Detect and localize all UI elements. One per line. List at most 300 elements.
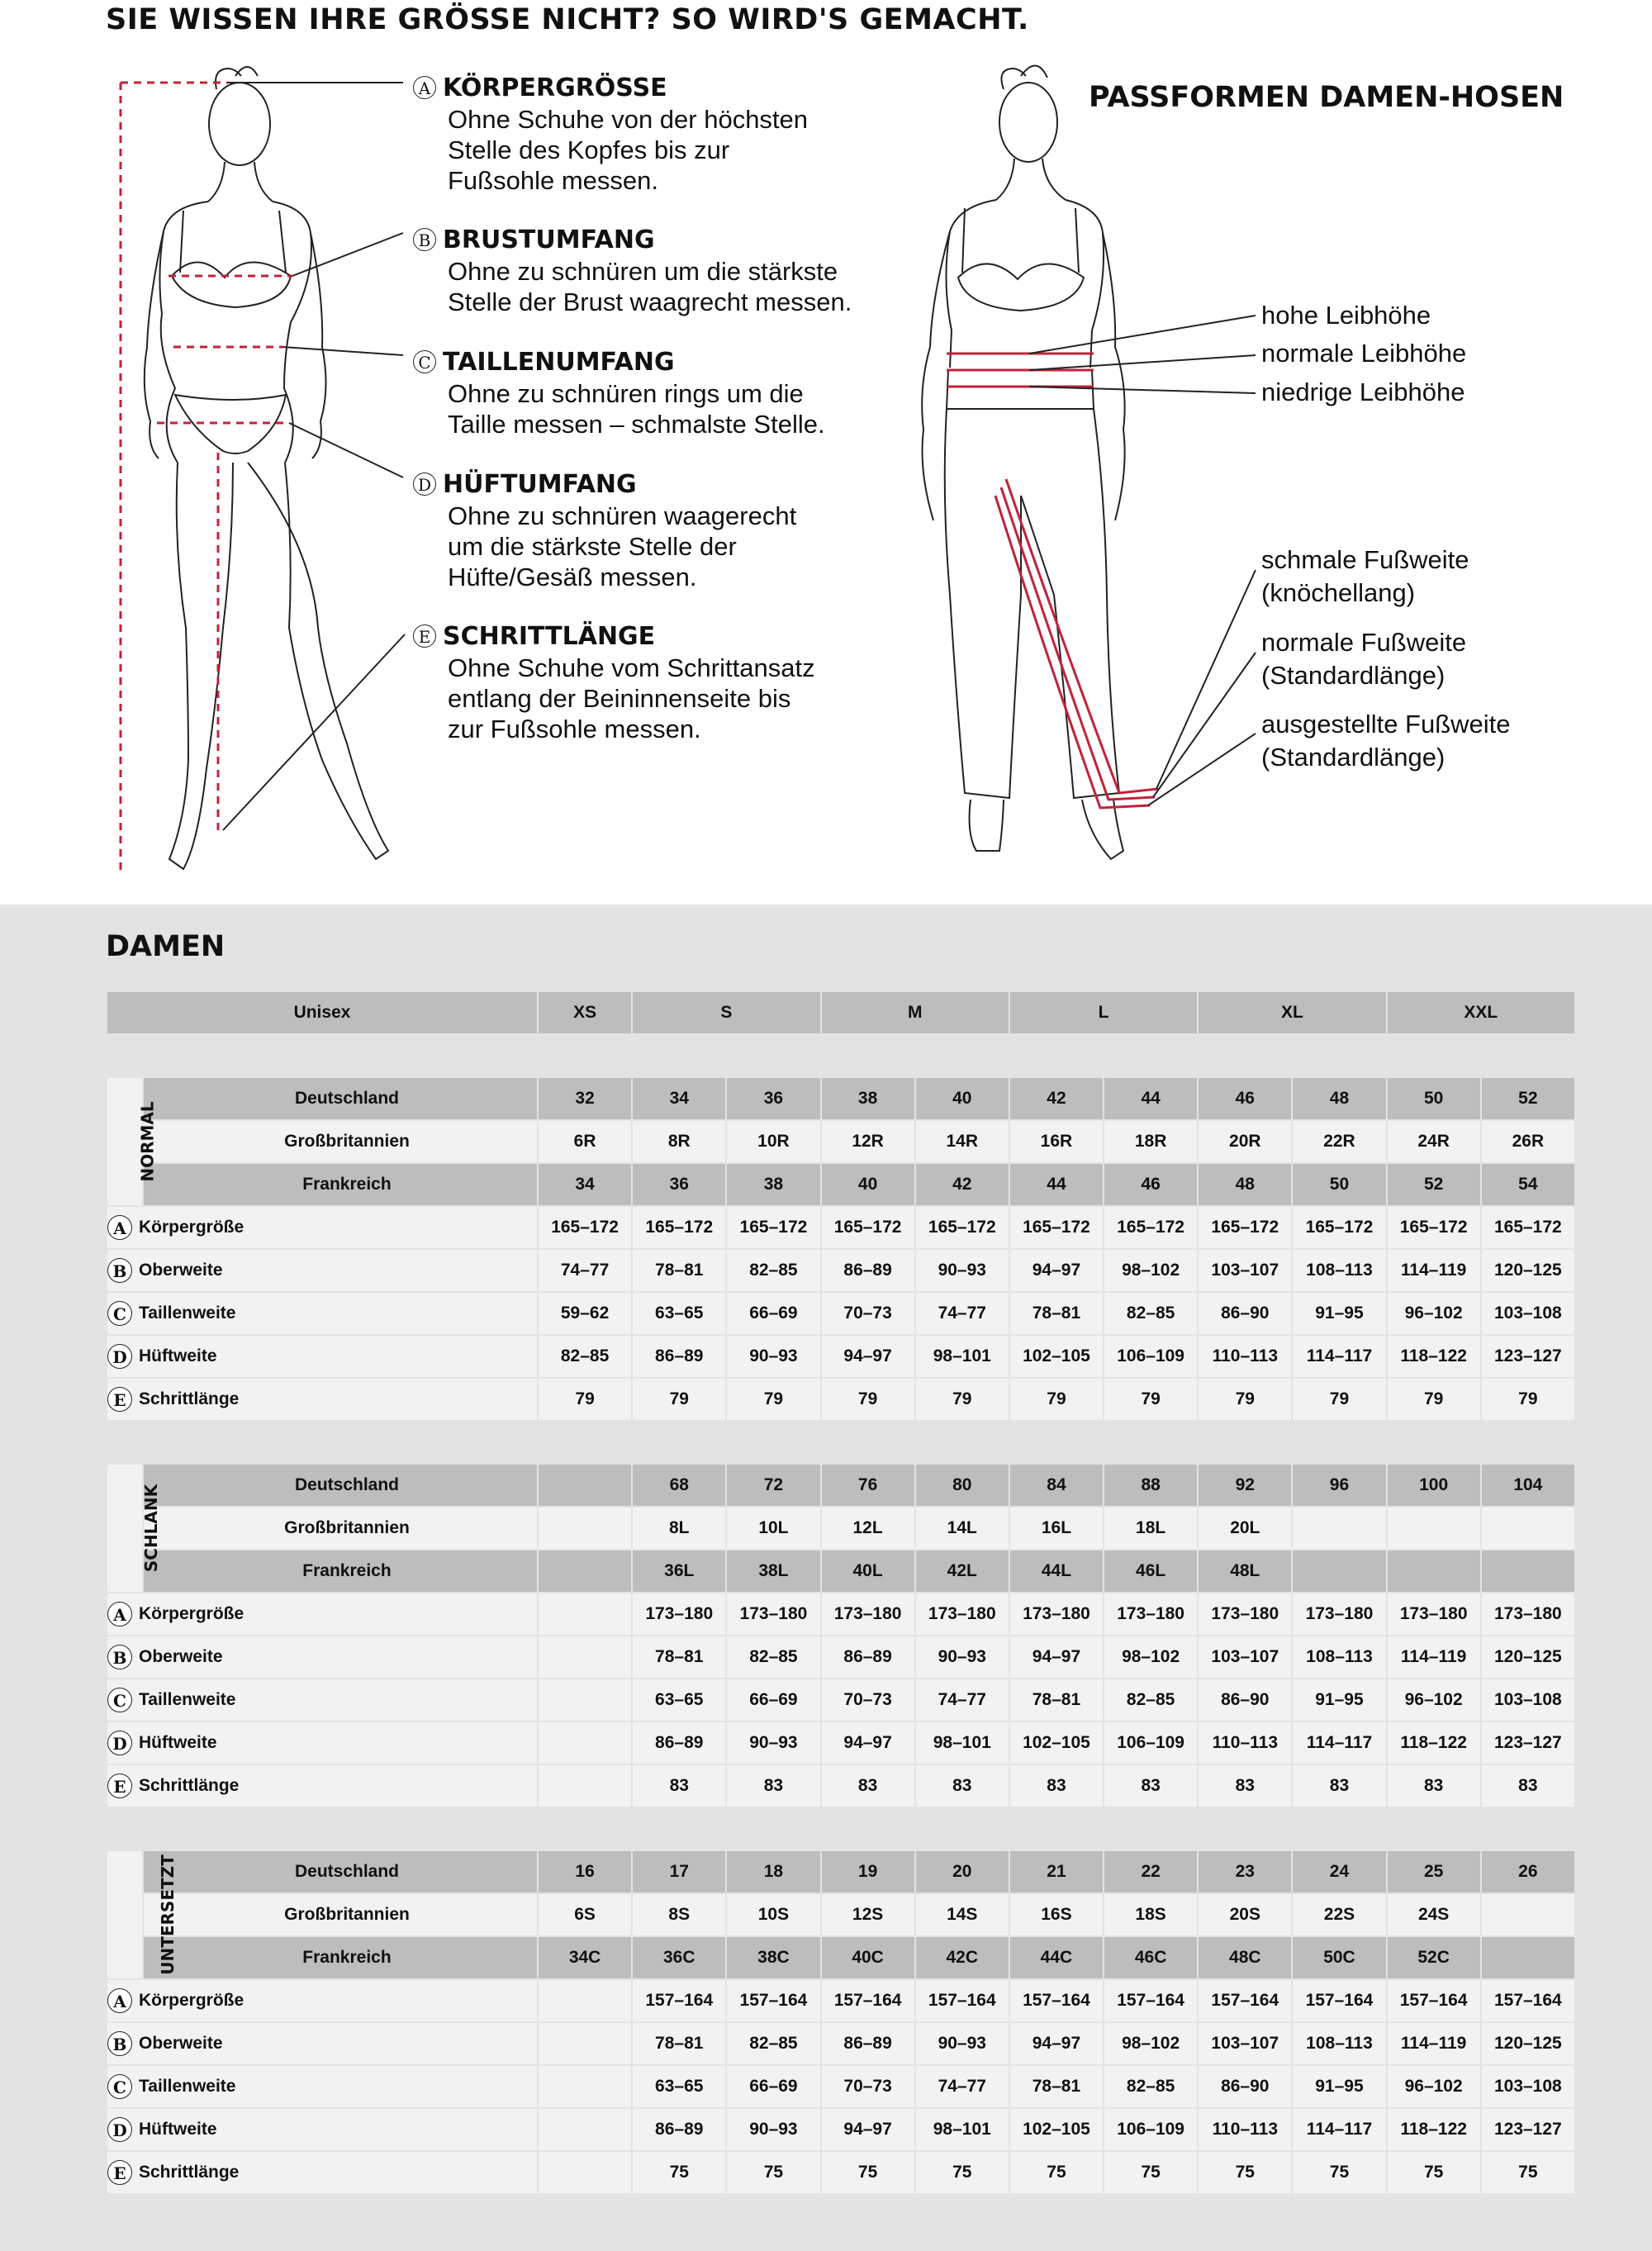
table-cell: 79 xyxy=(1009,1378,1104,1421)
table-cell xyxy=(538,2151,632,2194)
table-cell: 74–77 xyxy=(915,1679,1009,1721)
letter-d-icon: D xyxy=(107,1344,132,1369)
letter-c-icon: C xyxy=(413,350,436,373)
table-cell: 16 xyxy=(538,1850,632,1893)
table-cell: 75 xyxy=(726,2151,820,2194)
table-cell: 165–172 xyxy=(1198,1206,1292,1249)
table-cell: 48 xyxy=(1292,1077,1386,1120)
letter-a-icon: A xyxy=(413,76,436,99)
measure-name: Oberweite xyxy=(139,2034,223,2053)
table-cell: 165–172 xyxy=(632,1206,726,1249)
table-cell: 44C xyxy=(1009,1936,1104,1979)
table-cell: 86–90 xyxy=(1198,1292,1292,1335)
hem-lines xyxy=(995,479,1158,808)
measure-name: Körpergröße xyxy=(139,1604,244,1623)
measure-name: Taillenweite xyxy=(139,2077,236,2096)
table-cell: 14S xyxy=(915,1893,1009,1936)
table-cell: 83 xyxy=(915,1764,1009,1807)
table-cell: 90–93 xyxy=(726,1721,820,1764)
table-cell: 66–69 xyxy=(726,1679,820,1721)
table-cell: 16S xyxy=(1009,1893,1104,1936)
measure-label-wrap xyxy=(107,2160,537,2185)
table-cell: 106–109 xyxy=(1104,1721,1198,1764)
table-cell: 74–77 xyxy=(915,2065,1009,2108)
table-cell: 12S xyxy=(821,1893,915,1936)
table-cell: 86–89 xyxy=(821,2022,915,2065)
table-cell: 83 xyxy=(1198,1764,1292,1807)
table-cell: 86–89 xyxy=(821,1249,915,1292)
table-cell: 78–81 xyxy=(1009,2065,1104,2108)
table-cell: 108–113 xyxy=(1292,2022,1386,2065)
table-cell: 52 xyxy=(1481,1077,1575,1120)
measure-block-c xyxy=(413,345,876,439)
table-cell: 173–180 xyxy=(1009,1593,1104,1636)
table-cell: 74–77 xyxy=(915,1292,1009,1335)
table-cell: 79 xyxy=(1198,1378,1292,1421)
table-cell: 90–93 xyxy=(726,1335,820,1378)
table-cell: 86–89 xyxy=(632,1721,726,1764)
table-cell: 90–93 xyxy=(915,1249,1009,1292)
letter-d-icon: D xyxy=(107,2117,132,2142)
table-cell: 157–164 xyxy=(1198,1979,1292,2022)
table-row xyxy=(107,1721,1575,1764)
table-cell: 165–172 xyxy=(1481,1206,1575,1249)
table-cell: 96–102 xyxy=(1387,2065,1481,2108)
table-cell: 79 xyxy=(1292,1378,1386,1421)
measure-lines xyxy=(121,83,292,871)
table-cell: 106–109 xyxy=(1104,1335,1198,1378)
table-cell: 173–180 xyxy=(632,1593,726,1636)
table-row xyxy=(107,2108,1575,2151)
table-cell: 94–97 xyxy=(1009,2022,1104,2065)
measure-label xyxy=(107,1721,538,1764)
table-cell: 40C xyxy=(821,1936,915,1979)
table-cell: 157–164 xyxy=(1292,1979,1386,2022)
table-gap-row xyxy=(107,1034,1575,1077)
table-row xyxy=(107,1292,1575,1335)
table-cell: 70–73 xyxy=(821,1679,915,1721)
table-cell: 70–73 xyxy=(821,2065,915,2108)
measure-label xyxy=(107,1679,538,1721)
measure-desc: Ohne Schuhe von der höchsten Stelle des Kopfes bis zur Fußsohle messen. xyxy=(448,105,809,195)
size-xl: XL xyxy=(1198,991,1386,1034)
table-cell xyxy=(538,1550,632,1593)
table-row xyxy=(107,2065,1575,2108)
country-label: Frankreich xyxy=(143,1550,538,1593)
table-cell: 94–97 xyxy=(1009,1249,1104,1292)
table-cell xyxy=(1481,1550,1575,1593)
table-cell: 40L xyxy=(821,1550,915,1593)
table-row xyxy=(107,1077,1575,1120)
measure-label xyxy=(107,1764,538,1807)
table-cell xyxy=(538,1764,632,1807)
letter-a-icon: A xyxy=(107,1215,132,1240)
table-cell: 46 xyxy=(1104,1163,1198,1206)
table-cell: 79 xyxy=(538,1378,632,1421)
table-cell: 173–180 xyxy=(1104,1593,1198,1636)
body-figure xyxy=(145,67,388,869)
size-s: S xyxy=(632,991,820,1034)
table-row xyxy=(107,1850,1575,1893)
table-cell: 173–180 xyxy=(726,1593,820,1636)
table-cell: 108–113 xyxy=(1292,1636,1386,1679)
table-cell: 20 xyxy=(915,1850,1009,1893)
measure-desc: Ohne zu schnüren um die stärkste Stelle der Brust waagrecht messen. xyxy=(448,257,852,316)
letter-a-icon: A xyxy=(107,1602,132,1627)
page-title: SIE WISSEN IHRE GRÖSSE NICHT? SO WIRD'S GEMACHT. xyxy=(106,3,1029,36)
table-cell: 86–89 xyxy=(632,2108,726,2151)
measure-label xyxy=(107,1636,538,1679)
table-cell xyxy=(538,1593,632,1636)
table-cell: 96 xyxy=(1292,1464,1386,1507)
table-cell: 103–108 xyxy=(1481,2065,1575,2108)
table-cell: 42 xyxy=(915,1163,1009,1206)
table-cell: 83 xyxy=(821,1764,915,1807)
table-cell xyxy=(1292,1507,1386,1550)
rise-label-normal: normale Leibhöhe xyxy=(1261,339,1467,368)
group-name: NORMAL xyxy=(137,1100,158,1182)
table-cell: 44 xyxy=(1104,1077,1198,1120)
table-cell xyxy=(538,2108,632,2151)
table-cell: 123–127 xyxy=(1481,1335,1575,1378)
table-cell: 104 xyxy=(1481,1464,1575,1507)
table-cell: 165–172 xyxy=(1292,1206,1386,1249)
group-label xyxy=(107,1850,178,1979)
table-cell: 173–180 xyxy=(821,1593,915,1636)
table-cell: 86–90 xyxy=(1198,2065,1292,2108)
table-cell: 114–117 xyxy=(1292,1721,1386,1764)
passformen-title: PASSFORMEN DAMEN-HOSEN xyxy=(1089,81,1564,114)
table-cell: 86–89 xyxy=(632,1335,726,1378)
table-cell: 103–108 xyxy=(1481,1292,1575,1335)
rise-label-high: hohe Leibhöhe xyxy=(1261,301,1431,330)
table-cell: 34 xyxy=(538,1163,632,1206)
table-cell: 12R xyxy=(821,1120,915,1163)
table-cell: 173–180 xyxy=(1481,1593,1575,1636)
table-cell: 75 xyxy=(1104,2151,1198,2194)
table-cell: 24R xyxy=(1387,1120,1481,1163)
measure-label xyxy=(107,2151,538,2194)
table-cell xyxy=(538,2065,632,2108)
rise-label-low: niedrige Leibhöhe xyxy=(1261,378,1465,406)
table-cell: 118–122 xyxy=(1387,2108,1481,2151)
table-cell: 19 xyxy=(821,1850,915,1893)
gap-cell xyxy=(107,1034,1575,1077)
table-cell: 83 xyxy=(1481,1764,1575,1807)
table-cell: 82–85 xyxy=(1104,2065,1198,2108)
table-cell: 103–107 xyxy=(1198,1636,1292,1679)
table-row xyxy=(107,1464,1575,1507)
measure-name: Hüftweite xyxy=(139,1733,217,1752)
table-cell: 63–65 xyxy=(632,2065,726,2108)
table-cell: 94–97 xyxy=(821,1721,915,1764)
table-gap-row xyxy=(107,1421,1575,1464)
table-cell: 66–69 xyxy=(726,2065,820,2108)
table-row xyxy=(107,1163,1575,1206)
table-cell: 21 xyxy=(1009,1850,1104,1893)
table-cell xyxy=(1292,1550,1386,1593)
table-cell: 18S xyxy=(1104,1893,1198,1936)
table-cell: 165–172 xyxy=(726,1206,820,1249)
table-cell: 70–73 xyxy=(821,1292,915,1335)
table-row xyxy=(107,1550,1575,1593)
table-cell: 36 xyxy=(632,1163,726,1206)
table-cell: 79 xyxy=(1481,1378,1575,1421)
measure-desc: Ohne zu schnüren waagerecht um die stärkste Stelle der Hüfte/Gesäß messen. xyxy=(448,501,797,591)
table-cell: 90–93 xyxy=(915,2022,1009,2065)
table-cell: 173–180 xyxy=(915,1593,1009,1636)
table-cell: 78–81 xyxy=(1009,1292,1104,1335)
letter-b-icon: B xyxy=(107,1258,132,1283)
measure-name: Taillenweite xyxy=(139,1304,236,1323)
table-cell: 103–108 xyxy=(1481,1679,1575,1721)
table-cell: 78–81 xyxy=(632,1636,726,1679)
table-cell: 50 xyxy=(1292,1163,1386,1206)
table-cell: 98–101 xyxy=(915,2108,1009,2151)
table-cell: 34C xyxy=(538,1936,632,1979)
table-cell: 83 xyxy=(1104,1764,1198,1807)
table-cell: 98–101 xyxy=(915,1721,1009,1764)
table-cell: 40 xyxy=(821,1163,915,1206)
table-cell xyxy=(538,1679,632,1721)
table-cell: 36C xyxy=(632,1936,726,1979)
size-xxl: XXL xyxy=(1387,991,1575,1034)
table-cell: 82–85 xyxy=(1104,1292,1198,1335)
measure-label-wrap xyxy=(107,1774,537,1798)
measure-title: SCHRITTLÄNGE xyxy=(443,621,656,651)
letter-e-icon: E xyxy=(107,1774,132,1798)
table-cell: 103–107 xyxy=(1198,2022,1292,2065)
table-cell: 79 xyxy=(632,1378,726,1421)
table-cell: 42C xyxy=(915,1936,1009,1979)
table-cell: 40 xyxy=(915,1077,1009,1120)
table-cell: 123–127 xyxy=(1481,2108,1575,2151)
measure-label-wrap xyxy=(107,1988,537,2013)
table-cell: 20R xyxy=(1198,1120,1292,1163)
hem-label-normal: normale Fußweite (Standardlänge) xyxy=(1261,628,1467,690)
table-row xyxy=(107,1249,1575,1292)
table-cell: 94–97 xyxy=(821,2108,915,2151)
table-cell: 157–164 xyxy=(1481,1979,1575,2022)
table-cell: 75 xyxy=(632,2151,726,2194)
table-cell: 75 xyxy=(1009,2151,1104,2194)
table-cell: 92 xyxy=(1198,1464,1292,1507)
table-cell: 36 xyxy=(726,1077,820,1120)
table-cell: 83 xyxy=(726,1764,820,1807)
table-cell: 48 xyxy=(1198,1163,1292,1206)
table-row xyxy=(107,1206,1575,1249)
country-label: Frankreich xyxy=(143,1936,538,1979)
table-cell: 50 xyxy=(1387,1077,1481,1120)
measure-label xyxy=(107,1292,538,1335)
table-cell: 173–180 xyxy=(1387,1593,1481,1636)
table-cell: 98–101 xyxy=(915,1335,1009,1378)
table-cell: 82–85 xyxy=(726,1636,820,1679)
measure-label-wrap xyxy=(107,1344,537,1369)
measure-label-wrap xyxy=(107,2031,537,2056)
table-cell: 102–105 xyxy=(1009,1335,1104,1378)
table-cell: 75 xyxy=(1292,2151,1386,2194)
table-cell: 52 xyxy=(1387,1163,1481,1206)
letter-a-icon: A xyxy=(107,1988,132,2013)
table-cell: 8R xyxy=(632,1120,726,1163)
table-cell: 10R xyxy=(726,1120,820,1163)
table-cell: 157–164 xyxy=(915,1979,1009,2022)
table-row xyxy=(107,1335,1575,1378)
country-label: Deutschland xyxy=(143,1850,538,1893)
table-cell xyxy=(538,1979,632,2022)
table-cell: 91–95 xyxy=(1292,1679,1386,1721)
table-cell: 83 xyxy=(1387,1764,1481,1807)
table-cell: 102–105 xyxy=(1009,2108,1104,2151)
measure-label xyxy=(107,1335,538,1378)
table-row xyxy=(107,1593,1575,1636)
measure-name: Schrittlänge xyxy=(139,1776,240,1795)
measure-block-e xyxy=(413,620,876,744)
table-cell: 75 xyxy=(821,2151,915,2194)
table-cell: 38 xyxy=(821,1077,915,1120)
measure-name: Hüftweite xyxy=(139,2120,217,2139)
table-cell: 157–164 xyxy=(1009,1979,1104,2022)
table-cell: 23 xyxy=(1198,1850,1292,1893)
table-cell: 75 xyxy=(1198,2151,1292,2194)
letter-b-icon: B xyxy=(107,2031,132,2056)
table-cell: 88 xyxy=(1104,1464,1198,1507)
table-cell: 6S xyxy=(538,1893,632,1936)
table-cell: 26 xyxy=(1481,1850,1575,1893)
table-cell: 14R xyxy=(915,1120,1009,1163)
table-cell: 90–93 xyxy=(726,2108,820,2151)
table-row xyxy=(107,2151,1575,2194)
table-cell: 66–69 xyxy=(726,1292,820,1335)
measure-name: Körpergröße xyxy=(139,1991,244,2010)
table-cell xyxy=(538,2022,632,2065)
table-header-row xyxy=(107,991,1575,1034)
table-cell: 120–125 xyxy=(1481,2022,1575,2065)
measure-name: Oberweite xyxy=(139,1261,223,1280)
letter-e-icon: E xyxy=(413,624,436,648)
measure-label xyxy=(107,2108,538,2151)
measure-label-wrap xyxy=(107,1688,537,1712)
table-cell: 165–172 xyxy=(821,1206,915,1249)
table-cell: 48L xyxy=(1198,1550,1292,1593)
size-m: M xyxy=(821,991,1009,1034)
table-cell: 165–172 xyxy=(1387,1206,1481,1249)
country-label: Großbritannien xyxy=(143,1120,538,1163)
table-cell: 59–62 xyxy=(538,1292,632,1335)
table-cell: 165–172 xyxy=(538,1206,632,1249)
table-cell: 114–119 xyxy=(1387,2022,1481,2065)
group-label xyxy=(107,1077,158,1206)
table-cell: 157–164 xyxy=(1387,1979,1481,2022)
table-cell: 10L xyxy=(726,1507,820,1550)
country-label: Deutschland xyxy=(143,1077,538,1120)
table-cell: 157–164 xyxy=(726,1979,820,2022)
table-cell: 17 xyxy=(632,1850,726,1893)
table-cell: 110–113 xyxy=(1198,1335,1292,1378)
table-cell: 25 xyxy=(1387,1850,1481,1893)
table-cell: 38C xyxy=(726,1936,820,1979)
table-cell: 79 xyxy=(726,1378,820,1421)
measure-block-a xyxy=(413,71,876,196)
table-cell xyxy=(1481,1936,1575,1979)
table-cell: 118–122 xyxy=(1387,1721,1481,1764)
measure-label xyxy=(107,1593,538,1636)
size-xs: XS xyxy=(538,991,632,1034)
table-cell: 110–113 xyxy=(1198,2108,1292,2151)
table-cell: 114–119 xyxy=(1387,1636,1481,1679)
letter-e-icon: E xyxy=(107,1387,132,1412)
table-cell: 10S xyxy=(726,1893,820,1936)
table-cell: 114–119 xyxy=(1387,1249,1481,1292)
measure-title: KÖRPERGRÖSSE xyxy=(443,73,667,102)
table-cell: 76 xyxy=(821,1464,915,1507)
measure-label-wrap xyxy=(107,1215,537,1240)
table-cell xyxy=(1387,1550,1481,1593)
measure-label xyxy=(107,1249,538,1292)
size-table xyxy=(106,990,1576,2195)
table-cell: 32 xyxy=(538,1077,632,1120)
table-cell: 79 xyxy=(821,1378,915,1421)
measure-label xyxy=(107,2022,538,2065)
table-cell: 74–77 xyxy=(538,1249,632,1292)
measure-label-wrap xyxy=(107,2117,537,2142)
table-cell: 20L xyxy=(1198,1507,1292,1550)
measure-name: Körpergröße xyxy=(139,1218,244,1237)
table-gap-row xyxy=(107,1807,1575,1850)
size-l: L xyxy=(1009,991,1198,1034)
table-cell: 82–85 xyxy=(1104,1679,1198,1721)
table-row xyxy=(107,1764,1575,1807)
table-row xyxy=(107,1120,1575,1163)
table-cell: 24S xyxy=(1387,1893,1481,1936)
measure-desc: Ohne zu schnüren rings um die Taille messen – schmalste Stelle. xyxy=(448,379,825,439)
measure-label-wrap xyxy=(107,1731,537,1755)
table-cell: 98–102 xyxy=(1104,1636,1198,1679)
table-cell: 44L xyxy=(1009,1550,1104,1593)
table-cell: 16R xyxy=(1009,1120,1104,1163)
measure-label-wrap xyxy=(107,1602,537,1627)
table-cell: 91–95 xyxy=(1292,2065,1386,2108)
table-cell: 22 xyxy=(1104,1850,1198,1893)
measure-title: HÜFTUMFANG xyxy=(443,469,637,499)
gap-cell xyxy=(107,1421,1575,1464)
table-cell: 80 xyxy=(915,1464,1009,1507)
table-cell: 75 xyxy=(1481,2151,1575,2194)
table-cell: 79 xyxy=(1387,1378,1481,1421)
table-cell: 106–109 xyxy=(1104,2108,1198,2151)
header-label: Unisex xyxy=(107,991,538,1034)
table-cell: 20S xyxy=(1198,1893,1292,1936)
table-cell: 94–97 xyxy=(821,1335,915,1378)
table-row xyxy=(107,1507,1575,1550)
table-cell: 46C xyxy=(1104,1936,1198,1979)
letter-d-icon: D xyxy=(413,473,436,496)
table-cell: 82–85 xyxy=(726,2022,820,2065)
table-cell: 108–113 xyxy=(1292,1249,1386,1292)
table-cell: 165–172 xyxy=(915,1206,1009,1249)
table-cell: 24 xyxy=(1292,1850,1386,1893)
letter-c-icon: C xyxy=(107,1301,132,1326)
table-cell: 84 xyxy=(1009,1464,1104,1507)
table-cell: 75 xyxy=(1387,2151,1481,2194)
table-cell: 18R xyxy=(1104,1120,1198,1163)
table-cell: 157–164 xyxy=(1104,1979,1198,2022)
table-cell: 63–65 xyxy=(632,1679,726,1721)
table-cell: 46L xyxy=(1104,1550,1198,1593)
table-cell: 38 xyxy=(726,1163,820,1206)
table-cell: 78–81 xyxy=(632,1249,726,1292)
